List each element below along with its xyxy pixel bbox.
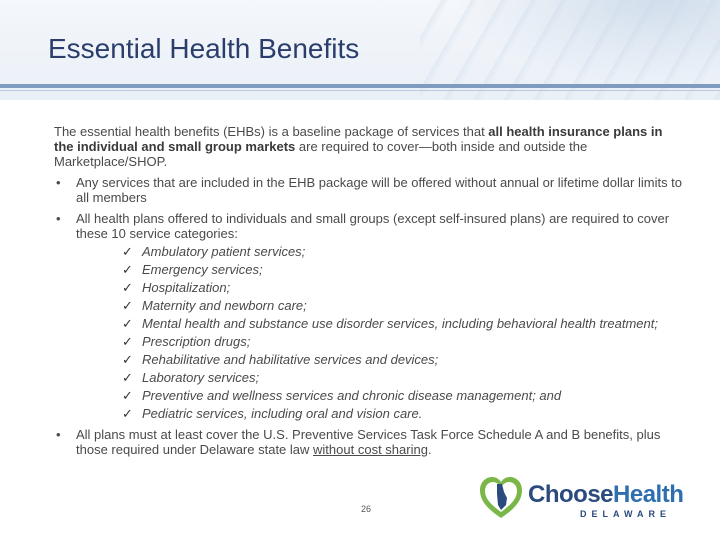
checkmark-icon: ✓ xyxy=(122,370,133,385)
bullet-item xyxy=(54,211,684,421)
service-category-item xyxy=(122,352,684,367)
slide-header xyxy=(0,0,720,100)
service-category-text: Ambulatory patient services; xyxy=(142,244,306,259)
service-category-item xyxy=(122,388,684,403)
page-number: 26 xyxy=(361,504,372,514)
logo-subtitle: DELAWARE xyxy=(580,509,672,519)
service-category-text: Maternity and newborn care; xyxy=(142,298,307,313)
service-category-text: Preventive and wellness services and chronic disease management; and xyxy=(142,388,562,403)
service-category-text: Rehabilitative and habilitative services and devices; xyxy=(142,352,439,367)
service-category-item xyxy=(122,244,684,259)
checkmark-icon: ✓ xyxy=(122,352,133,367)
checkmark-icon: ✓ xyxy=(122,244,133,259)
bullet-text: All health plans offered to individuals and small groups (except self-insured plans) are required to cover these 10 service categories: xyxy=(76,211,670,241)
bullet-icon: • xyxy=(56,175,61,190)
logo-word-health: Health xyxy=(613,481,684,508)
service-category-text: Laboratory services; xyxy=(142,370,260,385)
checkmark-icon: ✓ xyxy=(122,262,133,277)
checkmark-icon: ✓ xyxy=(122,298,133,313)
checkmark-icon: ✓ xyxy=(122,388,133,403)
bullet-text-end: . xyxy=(427,442,432,457)
underlined-text: without cost sharing xyxy=(313,442,428,457)
checkmark-icon: ✓ xyxy=(122,406,133,421)
checkmark-icon: ✓ xyxy=(122,316,133,331)
delaware-heart-icon xyxy=(476,472,526,522)
choosehealth-logo xyxy=(472,470,702,522)
service-category-text: Hospitalization; xyxy=(142,280,231,295)
intro-text-after: are required to cover—both inside and outside the Marketplace/SHOP. xyxy=(54,139,588,169)
logo-word-choose: Choose xyxy=(528,481,614,508)
bullet-list xyxy=(54,175,684,457)
intro-paragraph xyxy=(54,124,684,169)
service-category-item xyxy=(122,280,684,295)
service-category-item xyxy=(122,262,684,277)
service-category-text: Emergency services; xyxy=(142,262,263,277)
service-category-text: Mental health and substance use disorder services, including behavioral health treatment; xyxy=(142,316,658,331)
service-category-item xyxy=(122,370,684,385)
bullet-text: All plans must at least cover the U.S. Preventive Services Task Force Schedule A and B benefits, plus those required under Delaware state law xyxy=(76,427,661,457)
intro-text-before: The essential health benefits (EHBs) is a baseline package of services that xyxy=(54,124,489,139)
checkmark-icon: ✓ xyxy=(122,334,133,349)
intro-text-bold: all health insurance plans in the individual and small group markets xyxy=(54,124,663,154)
slide-body xyxy=(54,124,684,463)
bullet-item xyxy=(54,175,684,205)
slide-title: Essential Health Benefits xyxy=(48,33,360,64)
service-category-item xyxy=(122,334,684,349)
checkmark-icon: ✓ xyxy=(122,280,133,295)
service-category-text: Pediatric services, including oral and vision care. xyxy=(142,406,423,421)
bullet-item xyxy=(54,427,684,457)
logo-wordmark xyxy=(528,481,683,509)
header-rule xyxy=(0,84,720,88)
bullet-icon: • xyxy=(56,211,61,226)
service-category-item xyxy=(122,298,684,313)
bullet-text: Any services that are included in the EHB package will be offered without annual or lifetime dollar limits to all members xyxy=(76,175,683,205)
service-category-list xyxy=(76,244,684,421)
header-rule-thin xyxy=(0,90,720,91)
service-category-item xyxy=(122,406,684,421)
service-category-text: Prescription drugs; xyxy=(142,334,251,349)
bullet-icon: • xyxy=(56,427,61,442)
service-category-item xyxy=(122,316,684,331)
